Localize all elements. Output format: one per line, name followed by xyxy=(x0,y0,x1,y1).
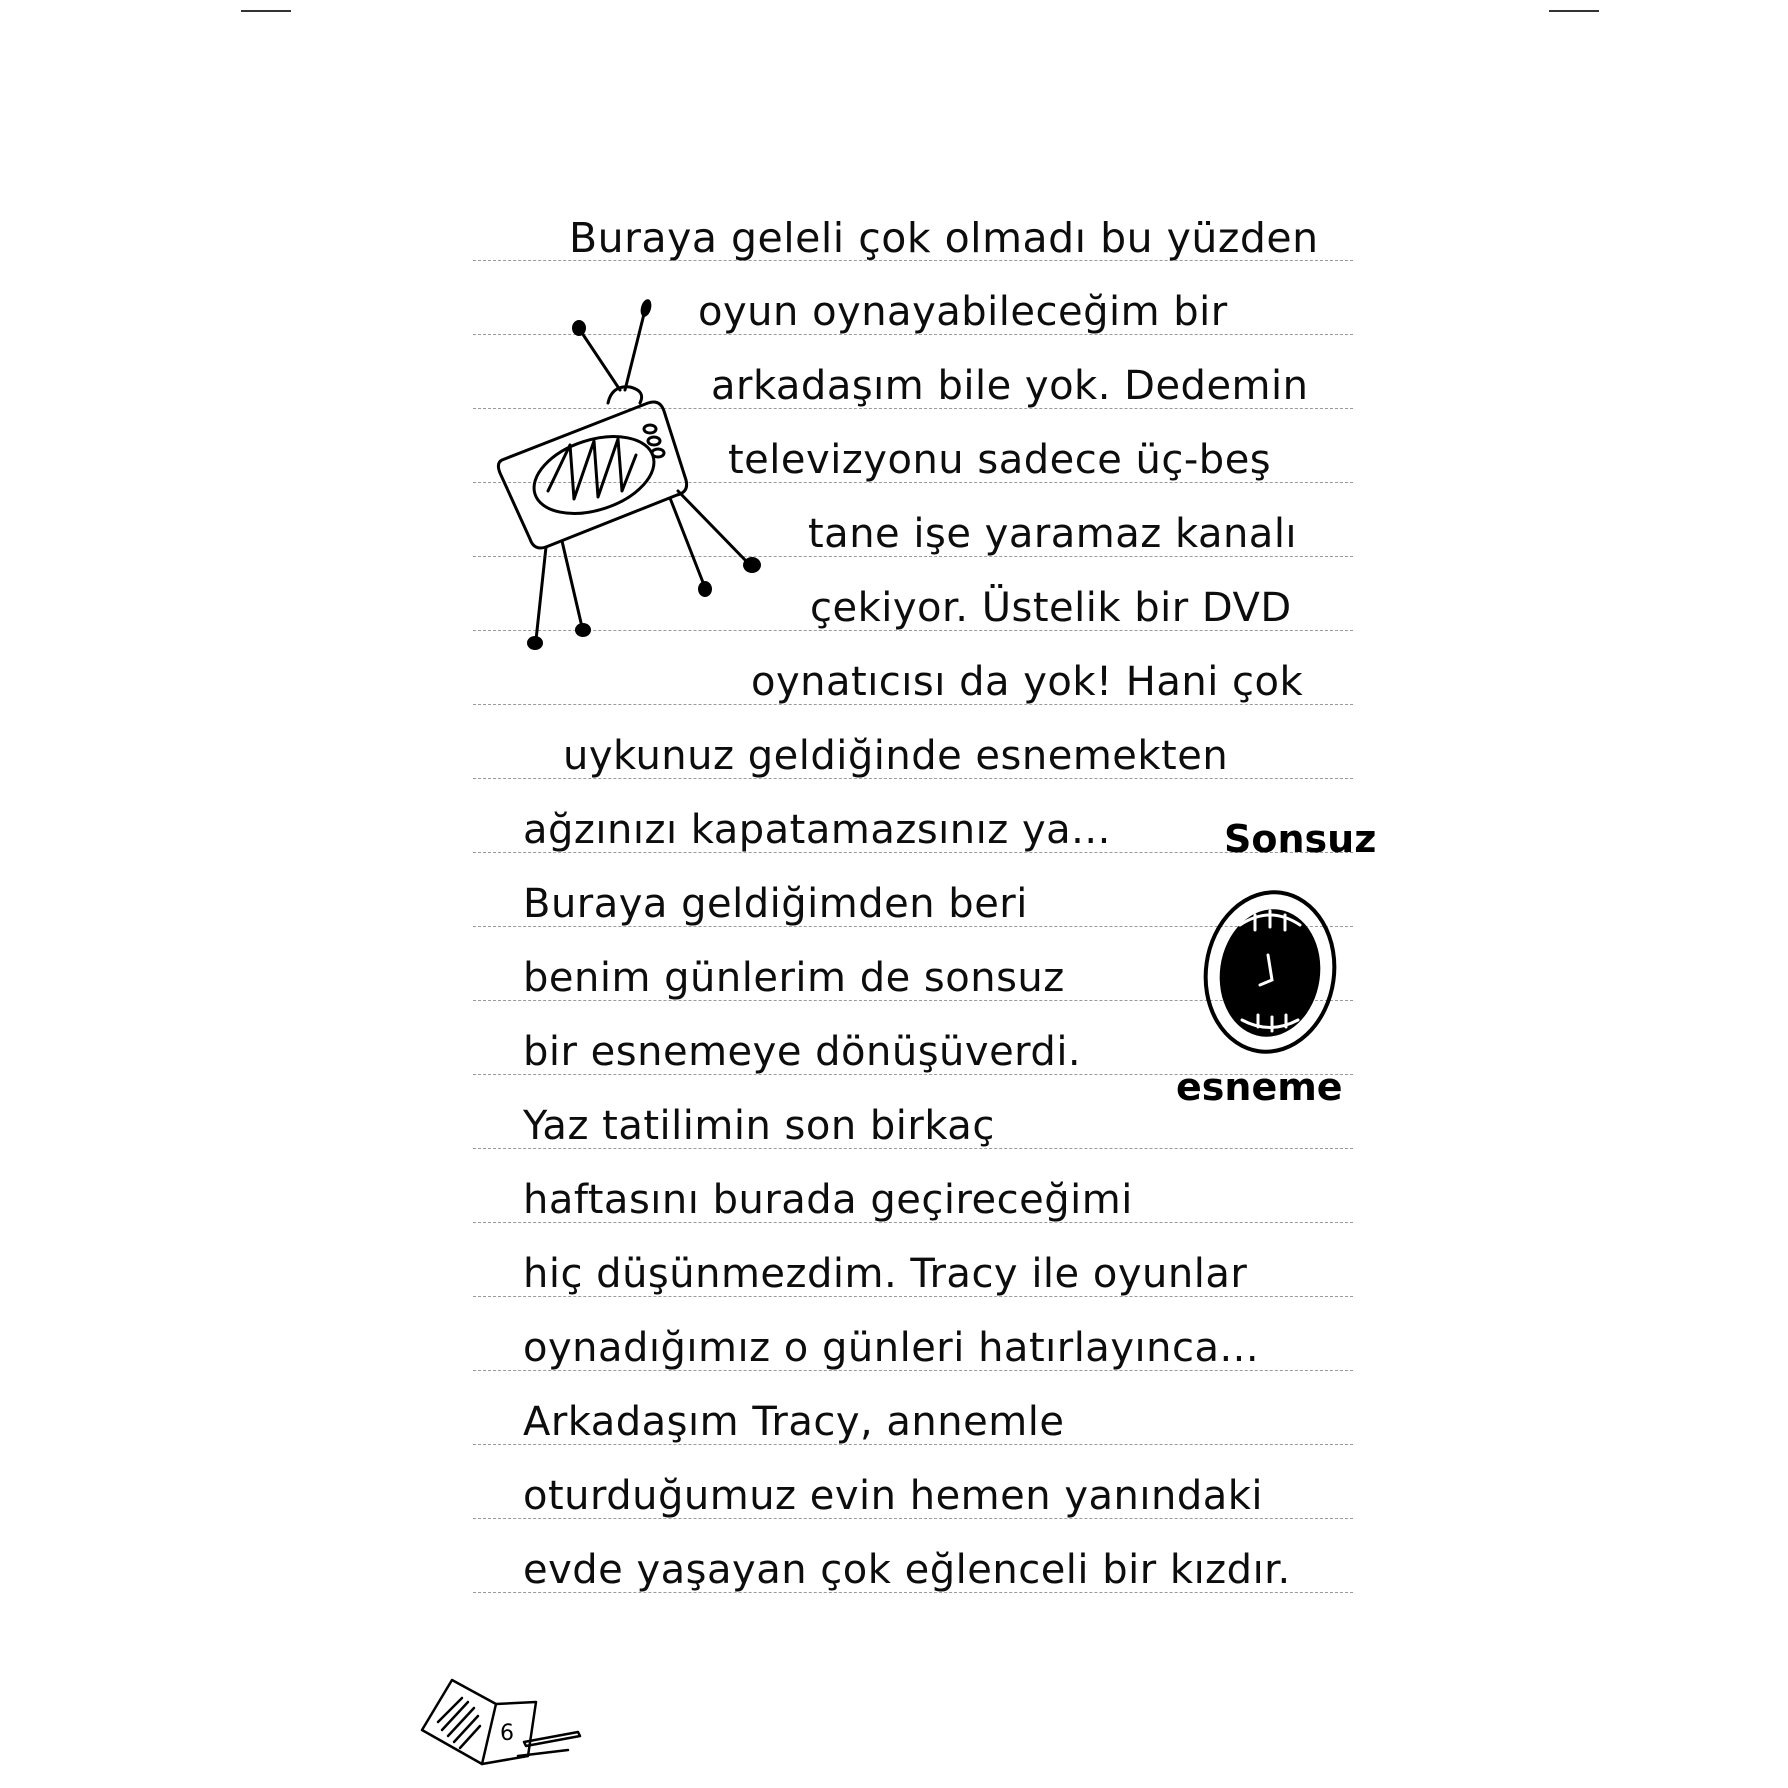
journal-line: benim günlerim de sonsuz xyxy=(523,955,1065,1001)
journal-line: hiç düşünmezdim. Tracy ile oyunlar xyxy=(523,1251,1248,1297)
yawn-caption-top: Sonsuz xyxy=(1224,817,1377,861)
journal-line: uykunuz geldiğinde esnemekten xyxy=(563,733,1229,779)
notebook-pencil-icon xyxy=(418,1672,583,1768)
journal-line: ağzınızı kapatamazsınız ya... xyxy=(523,807,1111,853)
journal-line: oyun oynayabileceğim bir xyxy=(698,289,1228,335)
journal-line: Buraya geldiğimden beri xyxy=(523,881,1028,927)
journal-line: Buraya geleli çok olmadı bu yüzden xyxy=(569,214,1319,262)
journal-line: tane işe yaramaz kanalı xyxy=(808,511,1298,557)
yawning-mouth-icon xyxy=(1200,885,1340,1060)
journal-line: bir esnemeye dönüşüverdi. xyxy=(523,1029,1082,1075)
journal-line: çekiyor. Üstelik bir DVD xyxy=(810,585,1292,631)
page-number: 6 xyxy=(500,1721,514,1746)
journal-line: oynatıcısı da yok! Hani çok xyxy=(751,659,1304,705)
tv-doodle-icon xyxy=(490,295,780,675)
crop-mark-right xyxy=(1549,10,1599,12)
crop-mark-left xyxy=(241,10,291,12)
journal-line: haftasını burada geçireceğimi xyxy=(523,1177,1133,1223)
journal-line: Yaz tatilimin son birkaç xyxy=(523,1103,995,1149)
journal-line: oturduğumuz evin hemen yanındaki xyxy=(523,1473,1264,1519)
journal-line: arkadaşım bile yok. Dedemin xyxy=(711,363,1309,409)
journal-line: oynadığımız o günleri hatırlayınca... xyxy=(523,1325,1260,1371)
journal-line: evde yaşayan çok eğlenceli bir kızdır. xyxy=(523,1547,1291,1593)
journal-line: Arkadaşım Tracy, annemle xyxy=(523,1399,1065,1445)
journal-line: televizyonu sadece üç-beş xyxy=(728,437,1272,483)
yawn-caption-bottom: esneme xyxy=(1176,1065,1343,1109)
